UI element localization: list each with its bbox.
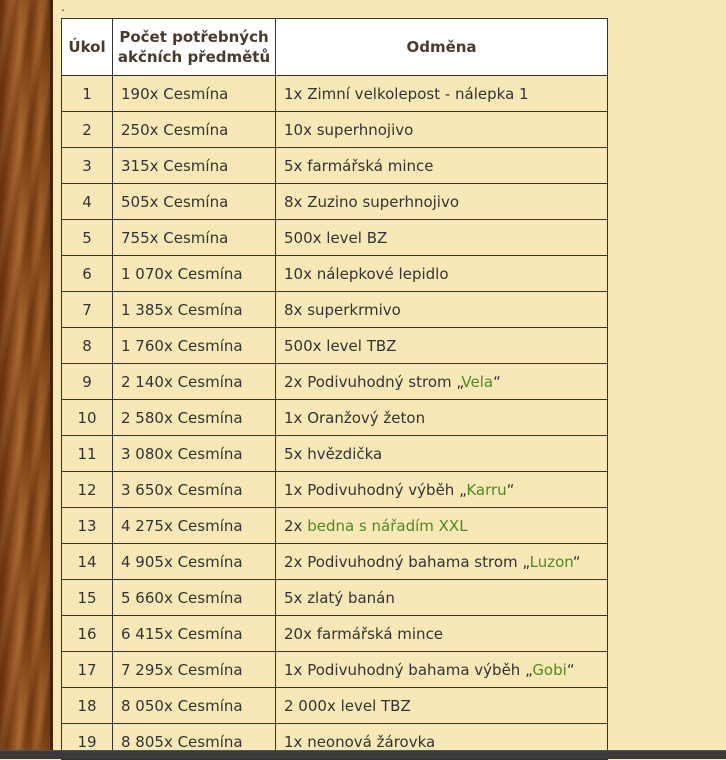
table-row <box>62 688 608 724</box>
required-items: 3 080x Cesmína <box>113 436 276 472</box>
reward-link[interactable]: bedna s nářadím XXL <box>307 516 468 535</box>
task-number: 6 <box>62 256 113 292</box>
required-items: 7 295x Cesmína <box>113 652 276 688</box>
task-number: 10 <box>62 400 113 436</box>
reward-link[interactable]: Gobi <box>532 660 567 679</box>
header-odmena: Odměna <box>276 19 608 76</box>
reward-text: 500x level BZ <box>284 228 388 247</box>
reward-quote-close: “ <box>572 552 581 571</box>
reward-quote-close: “ <box>506 480 515 499</box>
task-number: 13 <box>62 508 113 544</box>
task-number: 17 <box>62 652 113 688</box>
reward-text: 10x superhnojivo <box>284 120 414 139</box>
task-number: 11 <box>62 436 113 472</box>
rewards-table <box>61 18 608 760</box>
reward-text: 2x Podivuhodný bahama strom „ <box>284 552 530 571</box>
task-number: 3 <box>62 148 113 184</box>
reward <box>276 652 608 688</box>
task-number: 2 <box>62 112 113 148</box>
reward-text: 10x nálepkové lepidlo <box>284 264 449 283</box>
table-row <box>62 292 608 328</box>
window-bottom-bar <box>0 750 726 759</box>
table-row <box>62 508 608 544</box>
reward-text: 1x Podivuhodný výběh „ <box>284 480 467 499</box>
header-ukol: Úkol <box>62 19 113 76</box>
table-row <box>62 76 608 112</box>
table-body <box>62 76 608 760</box>
required-items: 250x Cesmína <box>113 112 276 148</box>
reward <box>276 472 608 508</box>
required-items: 6 415x Cesmína <box>113 616 276 652</box>
table-row <box>62 220 608 256</box>
table-header-row <box>62 19 608 76</box>
required-items: 5 660x Cesmína <box>113 580 276 616</box>
header-pocet <box>113 19 276 76</box>
task-number: 16 <box>62 616 113 652</box>
required-items: 1 070x Cesmína <box>113 256 276 292</box>
reward <box>276 328 608 364</box>
header-pocet-line1: Počet potřebných <box>119 28 269 46</box>
reward <box>276 616 608 652</box>
table-row <box>62 184 608 220</box>
task-number: 12 <box>62 472 113 508</box>
reward <box>276 580 608 616</box>
table-row <box>62 256 608 292</box>
reward <box>276 256 608 292</box>
reward <box>276 688 608 724</box>
reward-link[interactable]: Vela <box>461 372 494 391</box>
reward-text: 5x hvězdička <box>284 444 383 463</box>
table-row <box>62 652 608 688</box>
reward <box>276 184 608 220</box>
reward <box>276 148 608 184</box>
reward <box>276 364 608 400</box>
reward <box>276 544 608 580</box>
required-items: 2 580x Cesmína <box>113 400 276 436</box>
main-content <box>53 0 726 759</box>
task-number: 19 <box>62 724 113 760</box>
reward-text: 5x zlatý banán <box>284 588 395 607</box>
required-items: 315x Cesmína <box>113 148 276 184</box>
reward-text: 1x Oranžový žeton <box>284 408 426 427</box>
table-row <box>62 112 608 148</box>
reward-quote-close: “ <box>493 372 501 391</box>
required-items: 190x Cesmína <box>113 76 276 112</box>
leading-dot: . <box>61 0 65 14</box>
reward <box>276 220 608 256</box>
reward <box>276 508 608 544</box>
reward-link[interactable]: Karru <box>466 480 507 499</box>
task-number: 14 <box>62 544 113 580</box>
reward-text: 5x farmářská mince <box>284 156 434 175</box>
reward <box>276 400 608 436</box>
reward-text: 500x level TBZ <box>284 336 397 355</box>
reward-text: 8x superkrmivo <box>284 300 401 319</box>
reward-text: 1x Zimní velkolepost - nálepka 1 <box>284 84 529 103</box>
reward <box>276 436 608 472</box>
reward-link[interactable]: Luzon <box>529 552 573 571</box>
reward-text: 2x Podivuhodný strom „ <box>284 372 462 391</box>
required-items: 505x Cesmína <box>113 184 276 220</box>
reward-quote-close: “ <box>566 660 575 679</box>
task-number: 7 <box>62 292 113 328</box>
table-row <box>62 544 608 580</box>
reward-text: 2 000x level TBZ <box>284 696 411 715</box>
required-items: 4 275x Cesmína <box>113 508 276 544</box>
header-pocet-line2: akčních předmětů <box>117 48 271 66</box>
task-number: 9 <box>62 364 113 400</box>
table-row <box>62 436 608 472</box>
required-items: 8 805x Cesmína <box>113 724 276 760</box>
task-number: 18 <box>62 688 113 724</box>
reward-text: 20x farmářská mince <box>284 624 444 643</box>
table-row <box>62 400 608 436</box>
required-items: 755x Cesmína <box>113 220 276 256</box>
reward-text: 8x Zuzino superhnojivo <box>284 192 460 211</box>
required-items: 1 385x Cesmína <box>113 292 276 328</box>
task-number: 15 <box>62 580 113 616</box>
task-number: 5 <box>62 220 113 256</box>
required-items: 4 905x Cesmína <box>113 544 276 580</box>
reward <box>276 292 608 328</box>
table-row <box>62 148 608 184</box>
reward-text: 2x <box>284 516 308 535</box>
required-items: 2 140x Cesmína <box>113 364 276 400</box>
table-row <box>62 616 608 652</box>
wood-side-panel <box>0 0 50 759</box>
required-items: 3 650x Cesmína <box>113 472 276 508</box>
task-number: 1 <box>62 76 113 112</box>
table-row <box>62 580 608 616</box>
table-row <box>62 328 608 364</box>
required-items: 8 050x Cesmína <box>113 688 276 724</box>
reward <box>276 112 608 148</box>
reward-text: 1x Podivuhodný bahama výběh „ <box>284 660 533 679</box>
reward-text: 1x neonová žárovka <box>284 732 436 751</box>
required-items: 1 760x Cesmína <box>113 328 276 364</box>
table-row <box>62 364 608 400</box>
task-number: 4 <box>62 184 113 220</box>
table-row <box>62 472 608 508</box>
reward <box>276 76 608 112</box>
task-number: 8 <box>62 328 113 364</box>
